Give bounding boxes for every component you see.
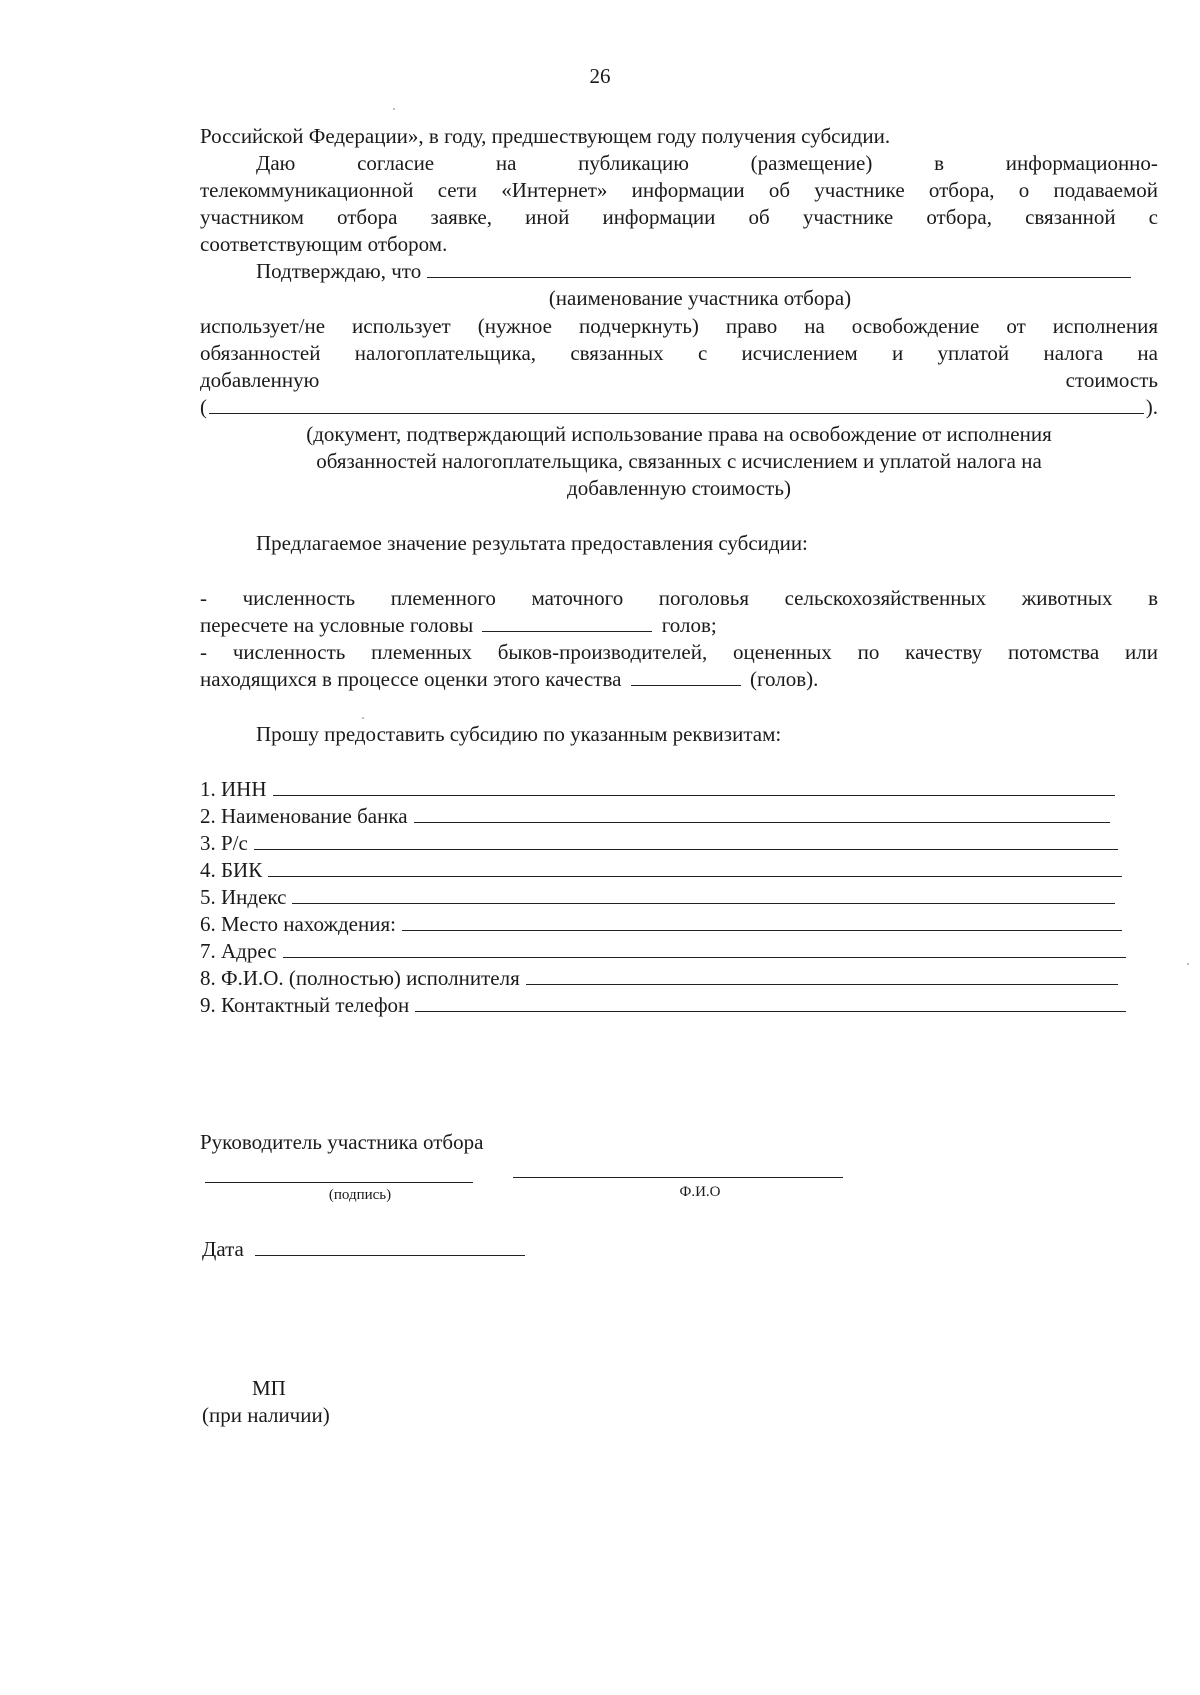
document-blank[interactable]	[209, 395, 1144, 414]
consent-line-3: участником отбора заявке, иной информации об участнике отбора, связанной с	[200, 205, 1158, 229]
consent-word: на	[495, 151, 517, 175]
date-label: Дата	[202, 1237, 244, 1261]
requisite-label-index: 5. Индекс	[200, 885, 287, 909]
consent-line-4: соответствующим отбором.	[200, 232, 448, 256]
scan-speck	[1187, 963, 1189, 965]
requisite-row	[200, 776, 1115, 803]
index-blank[interactable]	[292, 885, 1115, 904]
head-label: Руководитель участника отбора	[200, 1130, 484, 1154]
consent-line-2: телекоммуникационной сети «Интернет» информации об участнике отбора, о подаваемой	[200, 178, 1158, 202]
result-item-1-line-2	[200, 612, 717, 639]
requisite-row	[200, 803, 1110, 830]
consent-word: (размещение)	[750, 151, 873, 175]
inn-blank[interactable]	[273, 777, 1116, 796]
scan-speck	[393, 108, 395, 110]
livestock-count-blank[interactable]	[482, 613, 652, 632]
stamp-note: (при наличии)	[202, 1403, 330, 1427]
date-row	[202, 1236, 525, 1263]
confirm-row	[256, 258, 1131, 285]
phone-blank[interactable]	[415, 993, 1126, 1012]
requisite-label-address: 7. Адрес	[200, 939, 277, 963]
requisite-row	[200, 992, 1126, 1019]
document-caption-1: (документ, подтверждающий использование права на освобождение от исполнения	[306, 422, 1052, 446]
result-item-2-post: (голов).	[749, 667, 819, 691]
signature-caption: (подпись)	[328, 1187, 392, 1203]
requisite-row	[200, 830, 1118, 857]
executor-name-blank[interactable]	[526, 966, 1118, 985]
requisite-label-bank: 2. Наименование банка	[200, 804, 408, 828]
confirm-line-3-right: стоимость	[1065, 368, 1158, 392]
address-blank[interactable]	[283, 939, 1126, 958]
result-item-2-line-1: - численность племенных быков-производителей, оцененных по качеству потомства или	[200, 640, 1158, 664]
confirm-line-2: обязанностей налогоплательщика, связанных с исчислением и уплатой налога на	[200, 341, 1158, 365]
result-item-1-post: голов;	[661, 613, 717, 637]
participant-name-blank[interactable]	[427, 259, 1131, 278]
location-blank[interactable]	[402, 912, 1122, 931]
result-item-2-pre: находящихся в процессе оценки этого качества	[200, 667, 622, 691]
result-item-1-pre: пересчете на условные головы	[200, 613, 474, 637]
bulls-count-blank[interactable]	[631, 667, 741, 686]
date-blank[interactable]	[255, 1237, 525, 1256]
page-number: 26	[589, 64, 611, 88]
consent-word: информационно-	[1005, 151, 1158, 175]
consent-line-1	[256, 150, 1158, 177]
result-item-1-line-1: - численность племенного маточного поголовья сельскохозяйственных животных в	[200, 586, 1158, 610]
requisite-row	[200, 965, 1118, 992]
stamp-label: МП	[252, 1376, 286, 1400]
result-heading: Предлагаемое значение результата предоставления субсидии:	[256, 531, 808, 555]
requisite-row	[200, 911, 1122, 938]
account-blank[interactable]	[254, 831, 1118, 850]
confirm-line-1: использует/не использует (нужное подчеркнуть) право на освобождение от исполнения	[200, 314, 1158, 338]
close-paren: ).	[1145, 395, 1158, 419]
scan-speck	[362, 717, 364, 719]
requisite-label-account: 3. Р/с	[200, 831, 248, 855]
confirm-line-3	[200, 367, 1158, 394]
requisite-label-location: 6. Место нахождения:	[200, 912, 396, 936]
requisite-row	[200, 857, 1122, 884]
consent-word: Даю	[256, 151, 296, 175]
confirm-label: Подтверждаю, что	[256, 259, 422, 283]
requisite-label-executor: 8. Ф.И.О. (полностью) исполнителя	[200, 966, 520, 990]
bik-blank[interactable]	[268, 858, 1122, 877]
requisite-row	[200, 938, 1126, 965]
consent-word: публикацию	[578, 151, 689, 175]
requisites-list	[200, 776, 1120, 1019]
requisites-heading: Прошу предоставить субсидию по указанным реквизитам:	[256, 722, 782, 746]
participant-caption: (наименование участника отбора)	[548, 286, 852, 310]
open-paren: (	[200, 395, 207, 419]
requisite-label-phone: 9. Контактный телефон	[200, 993, 410, 1017]
confirm-line-3-left: добавленную	[200, 368, 320, 392]
consent-word: в	[934, 151, 944, 175]
document-caption-2: обязанностей налогоплательщика, связанных с исчислением и уплатой налога на	[316, 449, 1042, 473]
document-row	[200, 394, 1158, 421]
requisite-label-bik: 4. БИК	[200, 858, 263, 882]
signature-line[interactable]	[205, 1181, 473, 1183]
requisite-row	[200, 884, 1115, 911]
bank-name-blank[interactable]	[414, 804, 1110, 823]
document-caption-3: добавленную стоимость)	[567, 476, 791, 500]
intro-line-1: Российской Федерации», в году, предшествующем году получения субсидии.	[200, 124, 891, 148]
fio-caption: Ф.И.О	[679, 1184, 721, 1200]
consent-word: согласие	[357, 151, 435, 175]
fio-line[interactable]	[513, 1176, 843, 1178]
result-item-2-line-2	[200, 666, 818, 693]
requisite-label-inn: 1. ИНН	[200, 777, 267, 801]
